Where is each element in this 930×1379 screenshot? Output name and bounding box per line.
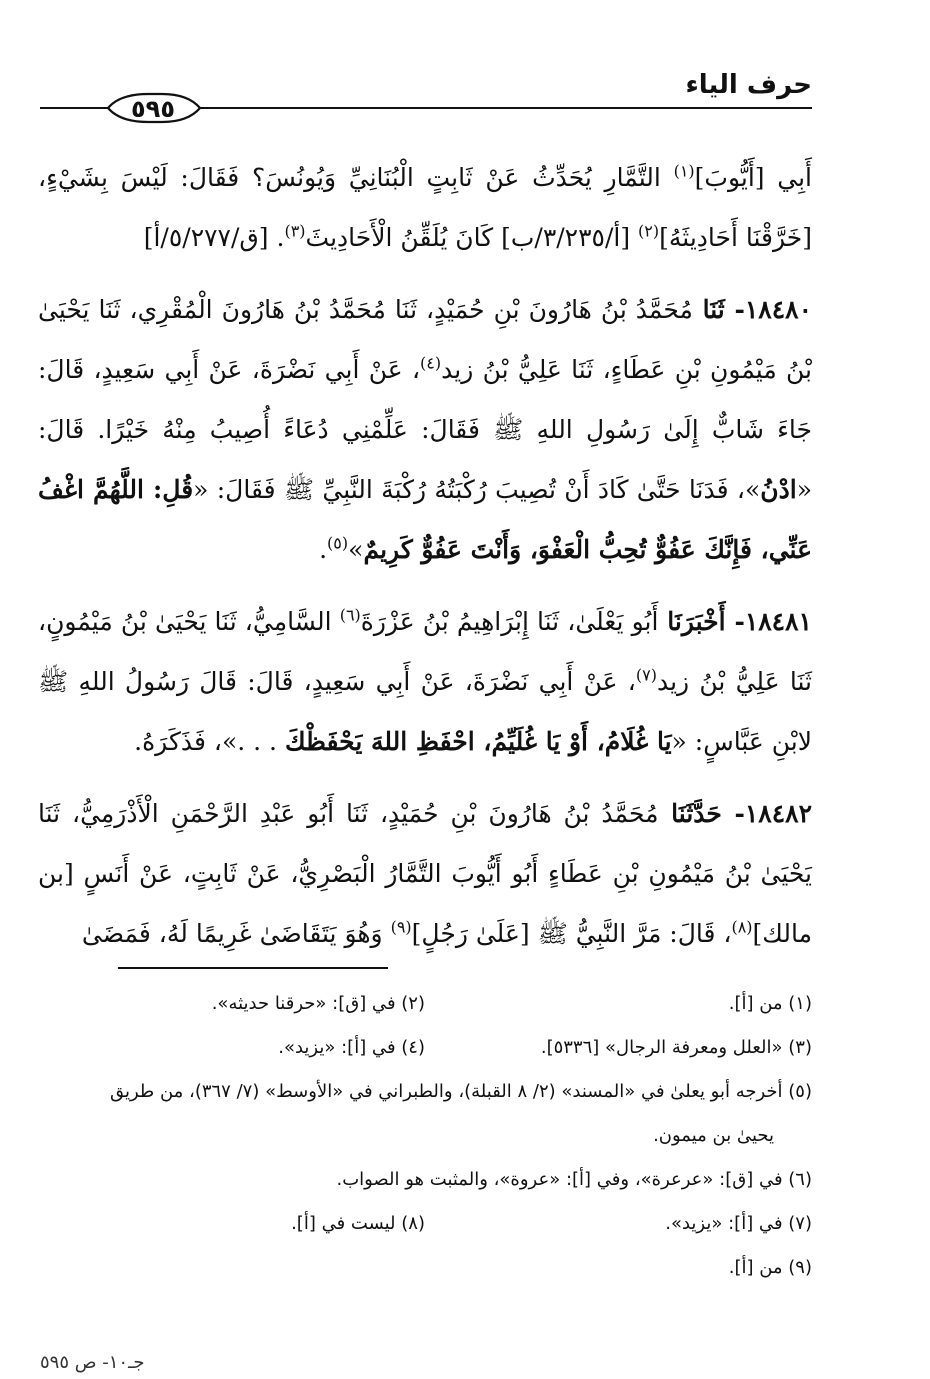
text-segment: ، عَنْ أَبِي نَضْرَةَ، عَنْ أَبِي سَعِيدٍ، قَالَ: جَاءَ شَابٌّ إِلَىٰ رَسُولِ اللهِ ﷺ فَقَالَ: عَلِّمْنِي دُعَاءً أُصِيبُ مِنْهُ خَيْرًا. قَالَ: « [38, 355, 813, 504]
text-segment: [أ/٣/٢٣٥/ب] كَانَ يُلَقِّنُ الْأَحَادِيثَ [305, 223, 639, 252]
footnote-row [38, 982, 812, 1026]
footnote-ref: (١) [673, 161, 695, 181]
text-segment: »، فَدَنَا حَتَّىٰ كَادَ أَنْ تُصِيبَ رُكْبَتُهُ رُكْبَةَ النَّبِيِّ ﷺ فَقَالَ: « [193, 475, 761, 504]
text-segment: مُحَمَّدُ بْنُ هَارُونَ بْنِ حُمَيْدٍ، ثَنَا أَبُو عَبْدِ الرَّحْمَنِ الْأَذْرَمِيُّ، ثَنَا يَحْيَىٰ بْنُ مَيْمُونِ بْنِ عَطَاءٍ أَبُو أَيُّوبَ التَّمَّارُ الْبَصْرِيُّ، عَنْ ثَابِتٍ، عَنْ أَنَسٍ [بن مالك] [38, 799, 812, 948]
footnotes [38, 982, 812, 1290]
text-segment: ، قَالَ: مَرَّ النَّبِيُّ ﷺ [عَلَىٰ رَجُلٍ] [411, 919, 732, 948]
footnote-1: (١) من [أ]. [728, 993, 812, 1014]
text-segment: السَّامِيُّ، ثَنَا يَحْيَىٰ بْنُ مَيْمُونٍ، ثَنَا عَلِيُّ بْنُ زيد [38, 607, 812, 696]
text-segment: أَبِي [أَيُّوبَ] [694, 163, 812, 192]
text-segment: . [ق/٥/٢٧٧/أ] [143, 223, 285, 252]
bold-text: قُلِ: اللَّهُمَّ اغْفُ عَنِّي، فَإِنَّكَ عَفُوٌّ تُحِبُّ الْعَفْوَ، وَأَنْتَ عَفُوٌّ كَرِيمٌ [38, 475, 812, 564]
bold-text: ١٨٤٨٢- حَدَّثَنَا [658, 799, 813, 828]
footnote-ref: (٤) [420, 353, 442, 373]
text-segment: مُحَمَّدُ بْنُ هَارُونَ بْنِ حُمَيْدٍ، ثَنَا مُحَمَّدُ بْنُ هَارُونَ الْمُقْرِي، ثَنَا يَحْيَىٰ بْنُ مَيْمُونِ بْنِ عَطَاءٍ، ثَنَا عَلِيُّ بْنُ زيد [38, 295, 812, 384]
footnote-separator [118, 967, 388, 969]
text-segment: » [348, 535, 364, 564]
footnote-row [38, 1026, 812, 1070]
page-number: ٥٩٥ [131, 95, 175, 123]
paragraph-h18481 [38, 592, 812, 772]
footnote-9: (٩) من [أ]. [728, 1257, 812, 1278]
footnote-ref: (٣) [284, 221, 306, 241]
text-segment: . . .»، فَذَكَرَهُ. [134, 727, 285, 756]
paragraph-h18482 [38, 784, 812, 964]
footnote-ref: (٦) [339, 605, 361, 625]
bold-text: ١٨٤٨٠- ثَنَا [692, 295, 812, 324]
footnote-ref: (٩) [390, 917, 412, 937]
text-segment: ، عَنْ أَبِي نَضْرَةَ، عَنْ أَبِي سَعِيدٍ، قَالَ: قَالَ رَسُولُ اللهِ ﷺ لابْنِ عَبَّاسٍ: « [38, 667, 812, 756]
bold-text: ١٨٤٨١- أَخْبَرَنَا [658, 607, 812, 636]
bold-text: يَا غُلَامُ، أَوْ يَا غُلَيِّمُ، احْفَظِ اللهَ يَحْفَظْكَ [284, 727, 672, 756]
page-header [0, 0, 930, 140]
text-segment: . [319, 535, 328, 564]
bold-text: ادْنُ [760, 475, 797, 504]
footnote-2: (٢) في [ق]: «حرقنا حديثه». [211, 993, 425, 1014]
text-segment: وَهُوَ يَتَقَاضَىٰ غَرِيمًا لَهُ، فَمَضَىٰ [81, 919, 391, 948]
footnote-5: (٥) أخرجه أبو يعلىٰ في «المسند» (٢/ ٨ القبلة)، والطبراني في «الأوسط» (٧/ ٣٦٧)، من طريق [109, 1081, 812, 1102]
footnote-ref: (٥) [327, 533, 349, 553]
footnote-4: (٤) في [أ]: «يزيد». [278, 1037, 425, 1058]
paragraph-cont [38, 148, 812, 268]
footnote-row [38, 1202, 812, 1246]
paragraph-h18480 [38, 280, 812, 580]
footnote-ref: (٨) [731, 917, 753, 937]
text-segment: أَبُو يَعْلَىٰ، ثَنَا إِبْرَاهِيمُ بْنُ عَزْرَةَ [360, 607, 659, 636]
text-segment: التَّمَّارِ يُحَدِّثُ عَنْ ثَابِتٍ الْبُنَانِيِّ وَيُونُسَ؟ فَقَالَ: لَيْسَ بِشَيْءٍ، [خَرَّقْنَا أَحَادِيثَهُ] [38, 163, 812, 252]
footnote-ref: (٧) [635, 665, 657, 685]
footnote-7: (٧) في [أ]: «يزيد». [665, 1213, 812, 1234]
chapter-title: حرف الياء [685, 70, 812, 100]
volume-page-mark: جـ١٠- ص ٥٩٥ [40, 1352, 145, 1373]
footnote-6: (٦) في [ق]: «عرعرة»، وفي [أ]: «عروة»، والمثبت هو الصواب. [336, 1169, 812, 1190]
footnote-ref: (٢) [638, 221, 660, 241]
footnote-3: (٣) «العلل ومعرفة الرجال» [٥٣٣٦]. [540, 1037, 812, 1058]
footnote-8: (٨) ليست في [أ]. [291, 1213, 425, 1234]
footnote-5-continued: يحيىٰ بن ميمون. [653, 1125, 774, 1146]
main-text [38, 148, 812, 976]
